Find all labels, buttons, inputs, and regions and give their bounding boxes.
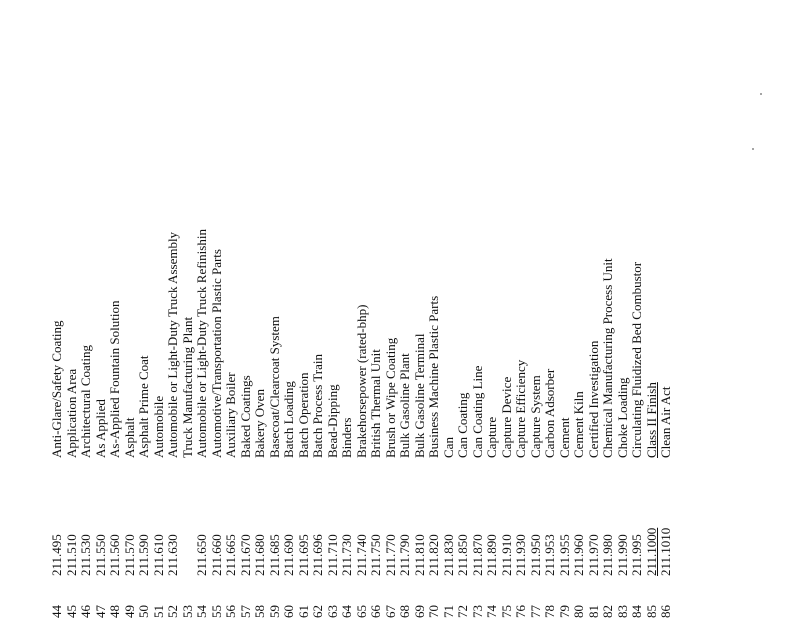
list-item (384, 98, 399, 618)
item-number: 62 (310, 605, 325, 618)
section-code: 211.770 (382, 534, 398, 576)
item-number: 72 (455, 605, 470, 618)
term-label: Bulk Gasoline Terminal (411, 333, 427, 458)
item-number: 47 (92, 605, 108, 618)
term-label: Anti-Glare/Safety Coating (49, 320, 64, 458)
list-item (326, 98, 341, 618)
item-number: 46 (78, 605, 93, 618)
term-label: Asphalt Prime Coat (136, 355, 151, 458)
list-item (572, 98, 587, 618)
term-label: Choke Loading (614, 377, 630, 458)
section-code: 211.590 (136, 534, 151, 576)
list-item (587, 98, 602, 618)
list-item (529, 98, 544, 618)
term-label: Chemical Manufacturing Process Unit (600, 258, 615, 458)
list-item (94, 98, 109, 618)
list-item (514, 98, 529, 618)
item-number: 77 (527, 605, 543, 618)
section-code: 211.695 (295, 534, 311, 576)
item-number: 59 (266, 605, 282, 618)
term-label: Basecoat/Clearcoat System (266, 316, 282, 458)
term-label: Can Coating (455, 392, 470, 458)
term-label: Architectural Coating (78, 345, 93, 458)
term-label: Cement (556, 417, 572, 458)
list-item (630, 98, 645, 618)
section-code: 211.670 (237, 534, 253, 576)
scan-speck (760, 93, 762, 95)
section-code: 211.950 (527, 534, 543, 576)
section-code: 211.650 (194, 534, 209, 576)
section-code: 211.890 (484, 534, 499, 576)
item-number: 51 (150, 605, 166, 618)
item-number: 67 (382, 605, 398, 618)
section-code: 211.660 (208, 534, 224, 576)
term-label: Bead-Dipping (324, 384, 340, 458)
term-label: As Applied (92, 399, 108, 458)
item-number: 63 (324, 605, 340, 618)
item-number: 64 (339, 605, 354, 618)
item-number: 76 (513, 605, 528, 618)
list-item (297, 98, 312, 618)
item-number: 84 (629, 605, 644, 618)
section-code: 211.730 (339, 534, 354, 576)
item-number: 71 (440, 605, 456, 618)
list-item (355, 98, 370, 618)
term-label: Certified Investigation (585, 340, 601, 458)
list-item (456, 98, 471, 618)
term-label: Clean Air Act (658, 386, 673, 458)
list-item (398, 98, 413, 618)
list-item (311, 98, 326, 618)
term-label: Application Area (63, 368, 79, 458)
item-number: 60 (281, 605, 296, 618)
list-item (442, 98, 457, 618)
section-code: 211.960 (571, 534, 586, 576)
section-code: 211.910 (498, 534, 514, 576)
item-number: 56 (223, 605, 238, 618)
section-code: 211.980 (600, 534, 615, 576)
item-number: 61 (295, 605, 311, 618)
term-label: Brush or Wipe Coating (382, 337, 398, 458)
item-number: 80 (571, 605, 586, 618)
term-label: Capture System (527, 375, 543, 458)
term-label: Capture (484, 416, 499, 458)
list-item (181, 98, 196, 618)
term-label: Class II Finish (643, 382, 659, 458)
section-code: 211.1000 (643, 527, 659, 576)
section-code: 211.955 (556, 534, 572, 576)
list-item (485, 98, 500, 618)
section-code: 211.995 (629, 534, 644, 576)
list-item (340, 98, 355, 618)
item-number: 58 (252, 605, 267, 618)
section-code: 211.830 (440, 534, 456, 576)
section-code: 211.680 (252, 534, 267, 576)
item-number: 53 (179, 605, 195, 618)
section-code: 211.610 (150, 534, 166, 576)
item-number: 74 (484, 605, 499, 618)
section-code: 211.510 (63, 534, 79, 576)
term-label: Automobile or Light-Duty Truck Refinishin (194, 229, 209, 458)
term-label: Business Machine Plastic Parts (426, 295, 441, 458)
section-code: 211.685 (266, 534, 282, 576)
section-code: 211.750 (368, 534, 383, 576)
term-label: Bakery Oven (252, 389, 267, 458)
term-label: Baked Coatings (237, 375, 253, 458)
list-item (123, 98, 138, 618)
item-number: 44 (49, 605, 64, 618)
section-code: 211.740 (353, 534, 369, 576)
item-number: 49 (121, 605, 137, 618)
item-number: 52 (165, 605, 180, 618)
item-number: 65 (353, 605, 369, 618)
item-number: 78 (542, 605, 557, 618)
item-number: 68 (397, 605, 412, 618)
term-label: Automobile (150, 395, 166, 458)
list-item (543, 98, 558, 618)
term-label: Binders (339, 417, 354, 458)
term-label: As-Applied Fountain Solution (107, 300, 122, 458)
list-item (137, 98, 152, 618)
section-code: 211.530 (78, 534, 93, 576)
list-item (224, 98, 239, 618)
section-code: 211.953 (542, 534, 557, 576)
item-number: 73 (469, 605, 485, 618)
item-number: 79 (556, 605, 572, 618)
item-number: 86 (658, 605, 673, 618)
term-label: Batch Operation (295, 372, 311, 458)
term-label: Circulating Fluidized Bed Combustor (629, 261, 644, 458)
list-item (253, 98, 268, 618)
term-label: Capture Efficiency (513, 359, 528, 458)
list-item (239, 98, 254, 618)
section-code: 211.560 (107, 534, 122, 576)
list-item (558, 98, 573, 618)
list-item (65, 98, 80, 618)
item-number: 83 (614, 605, 630, 618)
item-number: 50 (136, 605, 151, 618)
list-item (79, 98, 94, 618)
scan-speck (752, 148, 754, 150)
section-code: 211.930 (513, 534, 528, 576)
item-number: 45 (63, 605, 79, 618)
list-item (471, 98, 486, 618)
list-item (166, 98, 181, 618)
section-code: 211.550 (92, 534, 108, 576)
list-item (601, 98, 616, 618)
section-code: 211.820 (426, 534, 441, 576)
list-item (616, 98, 631, 618)
item-number: 54 (194, 605, 209, 618)
term-label: Auxiliary Boiler (223, 372, 238, 458)
term-label: Truck Manufacturing Plant (179, 316, 195, 458)
term-label: Brakehorsepower (rated-bhp) (353, 304, 369, 458)
term-label: Bulk Gasoline Plant (397, 353, 412, 458)
term-label: Batch Process Train (310, 354, 325, 458)
section-code: 211.570 (121, 534, 137, 576)
item-number: 85 (643, 605, 659, 618)
section-code: 211.990 (614, 534, 630, 576)
list-item (268, 98, 283, 618)
list-item (152, 98, 167, 618)
item-number: 75 (498, 605, 514, 618)
list-item (413, 98, 428, 618)
term-label: British Thermal Unit (368, 349, 383, 458)
term-label: Automotive/Transportation Plastic Parts (208, 249, 224, 458)
term-label: Cement Kiln (571, 391, 586, 458)
term-label: Automobile or Light-Duty Truck Assembly (165, 231, 180, 458)
section-code: 211.710 (324, 534, 340, 576)
item-number: 48 (107, 605, 122, 618)
term-label: Can Coating Line (469, 365, 485, 458)
section-code: 211.850 (455, 534, 470, 576)
section-code: 211.690 (281, 534, 296, 576)
section-code: 211.810 (411, 534, 427, 576)
list-item (645, 98, 660, 618)
section-code: 211.1010 (658, 527, 673, 576)
section-code: 211.790 (397, 534, 412, 576)
item-number: 66 (368, 605, 383, 618)
list-item (659, 98, 674, 618)
list-item (369, 98, 384, 618)
term-label: Batch Loading (281, 381, 296, 458)
list-item (427, 98, 442, 618)
item-number: 69 (411, 605, 427, 618)
list-item (500, 98, 515, 618)
list-item (195, 98, 210, 618)
item-number: 82 (600, 605, 615, 618)
item-number: 70 (426, 605, 441, 618)
section-code: 211.870 (469, 534, 485, 576)
item-number: 81 (585, 605, 601, 618)
list-item (50, 98, 65, 618)
list-item (108, 98, 123, 618)
term-label: Asphalt (121, 417, 137, 458)
list-item (282, 98, 297, 618)
section-code: 211.495 (49, 534, 64, 576)
term-label: Can (440, 437, 456, 458)
item-number: 55 (208, 605, 224, 618)
rotated-definitions-list (49, 98, 673, 618)
term-label: Carbon Adsorber (542, 368, 557, 458)
term-label: Capture Device (498, 376, 514, 458)
item-number: 57 (237, 605, 253, 618)
list-item (210, 98, 225, 618)
section-code: 211.665 (223, 534, 238, 576)
section-code: 211.696 (310, 534, 325, 576)
section-code: 211.970 (585, 534, 601, 576)
section-code: 211.630 (165, 534, 180, 576)
